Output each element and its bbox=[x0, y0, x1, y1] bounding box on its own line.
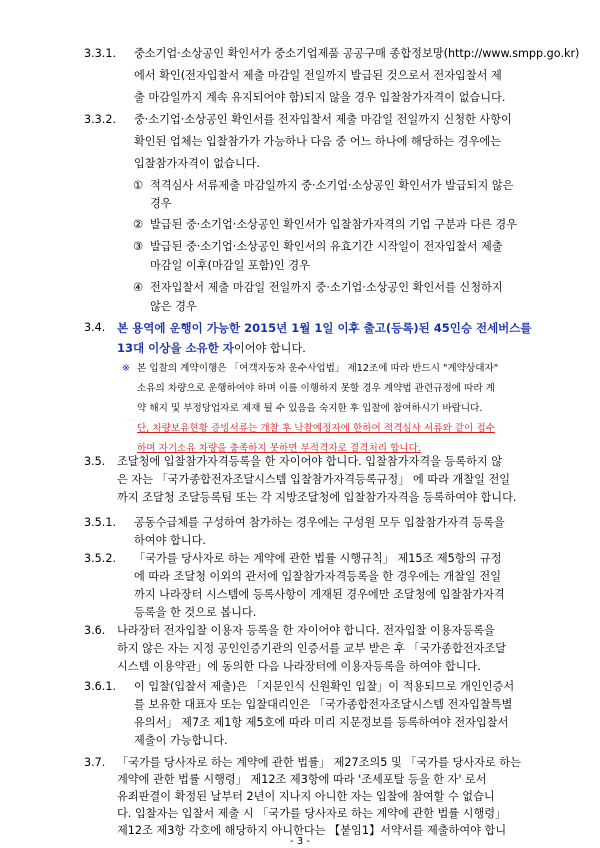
clause-number: 3.5.1. bbox=[84, 516, 117, 529]
emphasis-text: 13대 이상을 소유한 자 bbox=[117, 341, 234, 355]
clause-number: 3.6.1. bbox=[84, 680, 117, 693]
clause-text-line: 이 입찰(입찰서 제출)은 「지문인식 신원확인 입찰」이 적용되므로 개인인증서 bbox=[134, 680, 515, 693]
list-item-line: 발급된 중·소기업·소상공인 확인서가 입찰참가자격의 기업 구분과 다른 경우 bbox=[150, 218, 518, 231]
clause-number: 3.5.2. bbox=[84, 552, 117, 565]
clause-text-line: 에서 확인(전자입찰서 제출 마감일 전일까지 발급된 것으로서 전자입찰서 제 bbox=[134, 69, 502, 82]
list-item-line: 경우 bbox=[150, 197, 172, 210]
clause-text-line: 「국가를 당사자로 하는 계약에 관한 법률 시행규칙」 제15조 제5항의 규정 bbox=[134, 552, 502, 565]
page-number: - 3 - bbox=[290, 836, 310, 847]
note-warning-line: 하며 자기소유 차량을 충족하지 못하면 부적격자로 결격처리 합니다. bbox=[137, 443, 421, 454]
clause-number: 3.5. bbox=[84, 455, 106, 468]
clause-text-line: 등록을 한 것으로 봅니다. bbox=[134, 606, 257, 619]
list-item-line: 전자입찰서 제출 마감일 전일까지 중·소기업·소상공인 확인서를 신청하지 bbox=[150, 281, 503, 294]
list-marker: ② bbox=[133, 218, 144, 231]
clause-text-line: 입찰참가자격이 없습니다. bbox=[134, 157, 260, 170]
clause-text-line: 「국가를 당사자로 하는 계약에 관한 법률」 제27조의5 및 「국가를 당사자로 하는 bbox=[117, 756, 521, 769]
clause-text-line: 제출이 가능합니다. bbox=[134, 734, 228, 747]
note-warning-line: 단, 차량보유현황 증빙서류는 개찰 후 낙찰예정자에 한하여 적격심사 서류와 같이 접수 bbox=[137, 423, 495, 434]
clause-text-line: 에 따라 조달청 이외의 관서에 입찰참가자격등록을 한 경우에는 개찰일 전일 bbox=[134, 570, 502, 583]
clause-text-line: 를 보유한 대표자 또는 입찰대리인은 「국가종합전자조달시스템 전자입찰특별 bbox=[134, 698, 513, 711]
note-line: 약 해지 및 부정당업자로 제재 될 수 있음을 숙지한 후 입찰에 참여하시기 바랍니다. bbox=[137, 403, 483, 414]
clause-number: 3.6. bbox=[84, 624, 106, 637]
clause-text-line: 제12조 제3항 각호에 해당하지 아니한다는 【붙임1】서약서를 제출하여야 합니 bbox=[117, 824, 507, 837]
clause-text-line: 중소기업·소상공인 확인서가 중소기업제품 공공구매 종합정보망(http://www.smpp.go.kr) bbox=[134, 47, 580, 60]
clause-number: 3.3.2. bbox=[84, 113, 117, 126]
clause-text-line: 유의서」 제7조 제1항 제5호에 따라 미리 지문정보를 등록하여야 전자입찰서 bbox=[134, 716, 509, 729]
list-item-line: 마감일 이후(마감일 포함)인 경우 bbox=[150, 259, 310, 272]
clause-text-line: 까지 나라장터 시스템에 등록사항이 게재된 경우에만 조달청에 입찰참가자격 bbox=[134, 588, 505, 601]
emphasis-line: 본 용역에 운행이 가능한 2015년 1월 1일 이후 출고(등록)된 45인승 전세버스를 bbox=[117, 321, 532, 335]
clause-tail-text: 이어야 합니다. bbox=[233, 342, 306, 355]
clause-text-line: 계약에 관한 법률 시행령」 제12조 제3항에 따라 '조세포탈 등을 한 자' 로서 bbox=[117, 773, 487, 786]
clause-number: 3.7. bbox=[84, 756, 106, 769]
clause-number: 3.3.1. bbox=[84, 47, 117, 60]
clause-text-line: 확인된 업체는 입찰참가가 가능하나 다음 중 어느 하나에 해당하는 경우에는 bbox=[134, 135, 502, 148]
clause-text-line: 중·소기업·소상공인 확인서를 전자입찰서 제출 마감일 전일까지 신청한 사항이 bbox=[134, 113, 512, 126]
note-line: 본 입찰의 계약이행은 「여객자동차 운수사업법」 제12조에 따라 반드시 "계약상대자" bbox=[137, 363, 499, 374]
emphasis-line-wrap bbox=[117, 341, 306, 356]
clause-number: 3.4. bbox=[84, 321, 106, 334]
note-line: 소유의 차량으로 운행하여야 하며 이를 이행하지 못할 경우 계약법 관련규정에 따라 계 bbox=[137, 383, 495, 394]
clause-text-line: 하지 않은 자는 지정 공인인증기관의 인증서를 교부 받은 후 「국가종합전자조달 bbox=[117, 642, 507, 655]
note-marker: ※ bbox=[122, 363, 131, 374]
list-marker: ④ bbox=[133, 281, 144, 294]
list-marker: ③ bbox=[133, 240, 144, 253]
list-item-line: 발급된 중·소기업·소상공인 확인서의 유효기간 시작일이 전자입찰서 제출 bbox=[150, 240, 503, 253]
clause-text-line: 공동수급체를 구성하여 참가하는 경우에는 구성원 모두 입찰참가자격 등록을 bbox=[134, 516, 505, 529]
clause-text-line: 시스템 이용약관」에 동의한 다음 나라장터에 이용자등록을 하여야 합니다. bbox=[117, 660, 481, 673]
clause-text-line: 조달청에 입찰참가자격등록을 한 자이어야 합니다. 입찰참가자격을 등록하지 않 bbox=[117, 455, 503, 468]
clause-text-line: 유죄판결이 확정된 날부터 2년이 지나지 아니한 자는 입찰에 참여할 수 없습니 bbox=[117, 790, 495, 803]
list-item-line: 적격심사 서류제출 마감일까지 중·소기업·소상공인 확인서가 발급되지 않은 bbox=[150, 179, 514, 192]
clause-text-line: 출 마감일까지 계속 유지되어야 함)되지 않을 경우 입찰참가자격이 없습니다. bbox=[134, 91, 506, 104]
clause-text-line: 다. 입찰자는 입찰서 제출 시 「국가를 당사자로 하는 계약에 관한 법률 시행령」 bbox=[117, 807, 507, 820]
clause-text-line: 까지 조달청 조달등록팀 또는 각 지방조달청에 입찰참가자격을 등록하여야 합니다. bbox=[117, 491, 517, 504]
clause-text-line: 나라장터 전자입찰 이용자 등록을 한 자이어야 합니다. 전자입찰 이용자등록을 bbox=[117, 624, 495, 637]
list-item-line: 않은 경우 bbox=[150, 300, 197, 313]
list-marker: ① bbox=[133, 179, 144, 192]
clause-text-line: 하여야 합니다. bbox=[134, 534, 206, 547]
clause-text-line: 은 자는 「국가종합전자조달시스템 입찰참가자격등록규정」 에 따라 개찰일 전일 bbox=[117, 473, 511, 486]
